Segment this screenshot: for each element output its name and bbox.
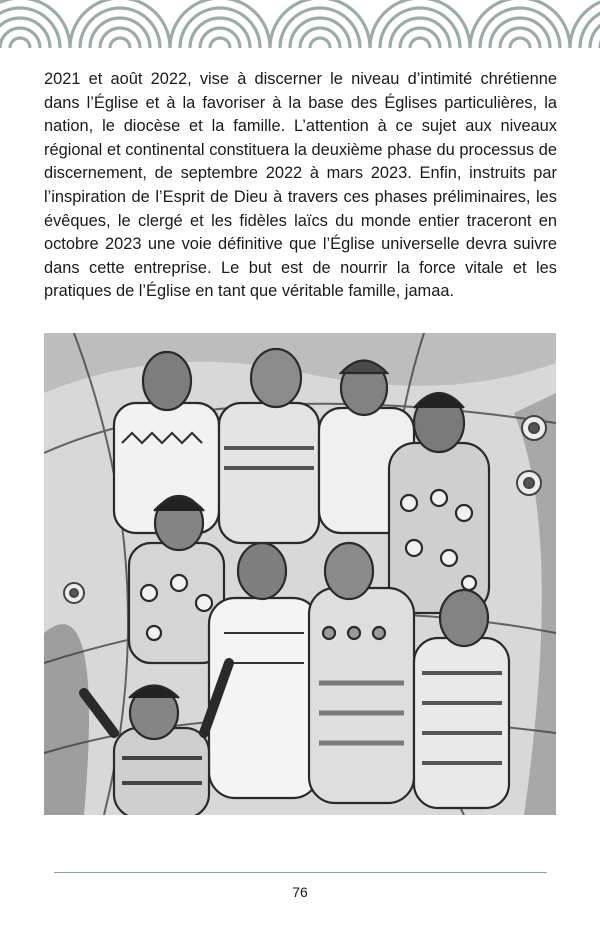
family-illustration-graphic: [44, 333, 556, 815]
family-illustration: [44, 333, 556, 815]
page-number: 76: [292, 884, 308, 900]
body-paragraph: 2021 et août 2022, vise à discerner le niveau d’intimité chrétienne dans l’Église et à la favoriser à la base des Églises particulières, la nation, le diocèse et la famille. L’attention à ce sujet aux niveaux régional et continental constituera la deuxième phase du processus de discernement, de septembre 2022 à mars 2023. Enfin, instruits par l’inspiration de l’Esprit de Dieu à travers ces phases préliminaires, les évêques, le clergé et les fidèles laïcs du monde entier traceront en octobre 2023 une voie définitive que l’Église universelle devra suivre dans cette entreprise. Le but est de nourrir la force vitale et les pratiques de l’Église en tant que véritable famille, jamaa.: [44, 70, 557, 301]
footer-rule: [54, 872, 547, 873]
arc-pattern-graphic: [0, 0, 600, 48]
decorative-arc-band: [0, 0, 600, 48]
